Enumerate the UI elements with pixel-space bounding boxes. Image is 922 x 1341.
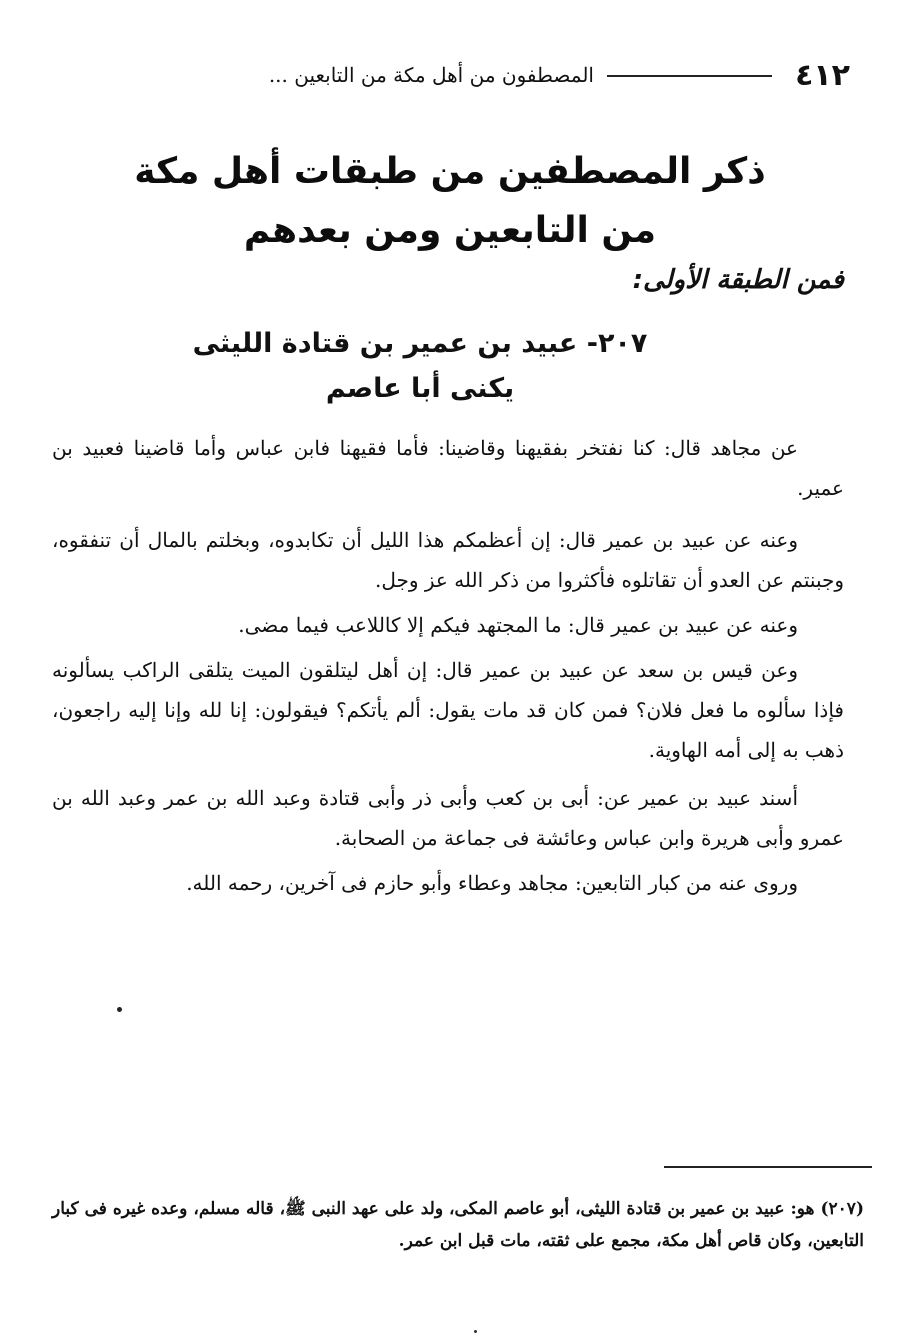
paragraph-narrators: وروى عنه من كبار التابعين: مجاهد وعطاء وأبو حازم فى آخرين، رحمه الله. <box>186 871 798 895</box>
section-title-line-2: من التابعين ومن بعدهم <box>243 210 657 251</box>
entry-kunya: يكنى أبا عاصم <box>325 373 515 404</box>
tier-heading: فمن الطبقة الأولى: <box>632 265 844 295</box>
page-number: ٤١٢ <box>795 58 850 93</box>
paragraph-mujahid: عن مجاهد قال: كنا نفتخر بفقيهنا وقاضينا: فأما فقيهنا فابن عباس وأما قاضينا فعبيد بن عمير. <box>52 436 844 500</box>
paragraph-night: وعنه عن عبيد بن عمير قال: إن أعظمكم هذا الليل أن تكابدوه، وبخلتم بالمال أن تنفقوه، وجبنتم عن العدو أن تقاتلوه فأكثروا من ذكر الله عز وجل. <box>52 528 844 592</box>
print-speck <box>117 1007 122 1012</box>
section-title-line-1: ذكر المصطفين من طبقات أهل مكة <box>134 151 766 192</box>
footnote-rule <box>664 1166 872 1168</box>
footnote-text: هو: عبيد بن عمير بن قتادة الليثى، أبو عاصم المكى، ولد على عهد النبى ﷺ، قاله مسلم، وعده غيره فى كبار التابعين، وكان قاص أهل مكة، مجمع على ثقته، مات قبل ابن عمر. <box>52 1199 864 1251</box>
paragraph-qays: وعن قيس بن سعد عن عبيد بن عمير قال: إن أهل ليتلقون الميت يتلقى الراكب يسألونه فإذا سألوه ما فعل فلان؟ فمن كان قد مات يقول: ألم يأتكم؟ فيقولون: إنا لله وإنا إليه راجعون، ذهب به إلى أمه الهاوية. <box>52 658 844 762</box>
footnote-number: (٢٠٧) <box>820 1199 864 1219</box>
paragraph-asnad: أسند عبيد بن عمير عن: أبى بن كعب وأبى ذر وأبى قتادة وعبد الله بن عمر وعبد الله بن عمرو وأبى هريرة وابن عباس وعائشة فى جماعة من الصحابة. <box>52 786 844 850</box>
print-speck-bottom <box>474 1330 477 1333</box>
footnote <box>52 1193 864 1257</box>
entry-heading: ٢٠٧- عبيد بن عمير بن قتادة الليثى <box>192 328 648 359</box>
paragraph-mujtahid: وعنه عن عبيد بن عمير قال: ما المجتهد فيكم إلا كاللاعب فيما مضى. <box>238 613 798 637</box>
running-title: المصطفون من أهل مكة من التابعين ... <box>268 63 594 87</box>
page-header <box>30 58 850 98</box>
header-rule <box>607 75 772 77</box>
